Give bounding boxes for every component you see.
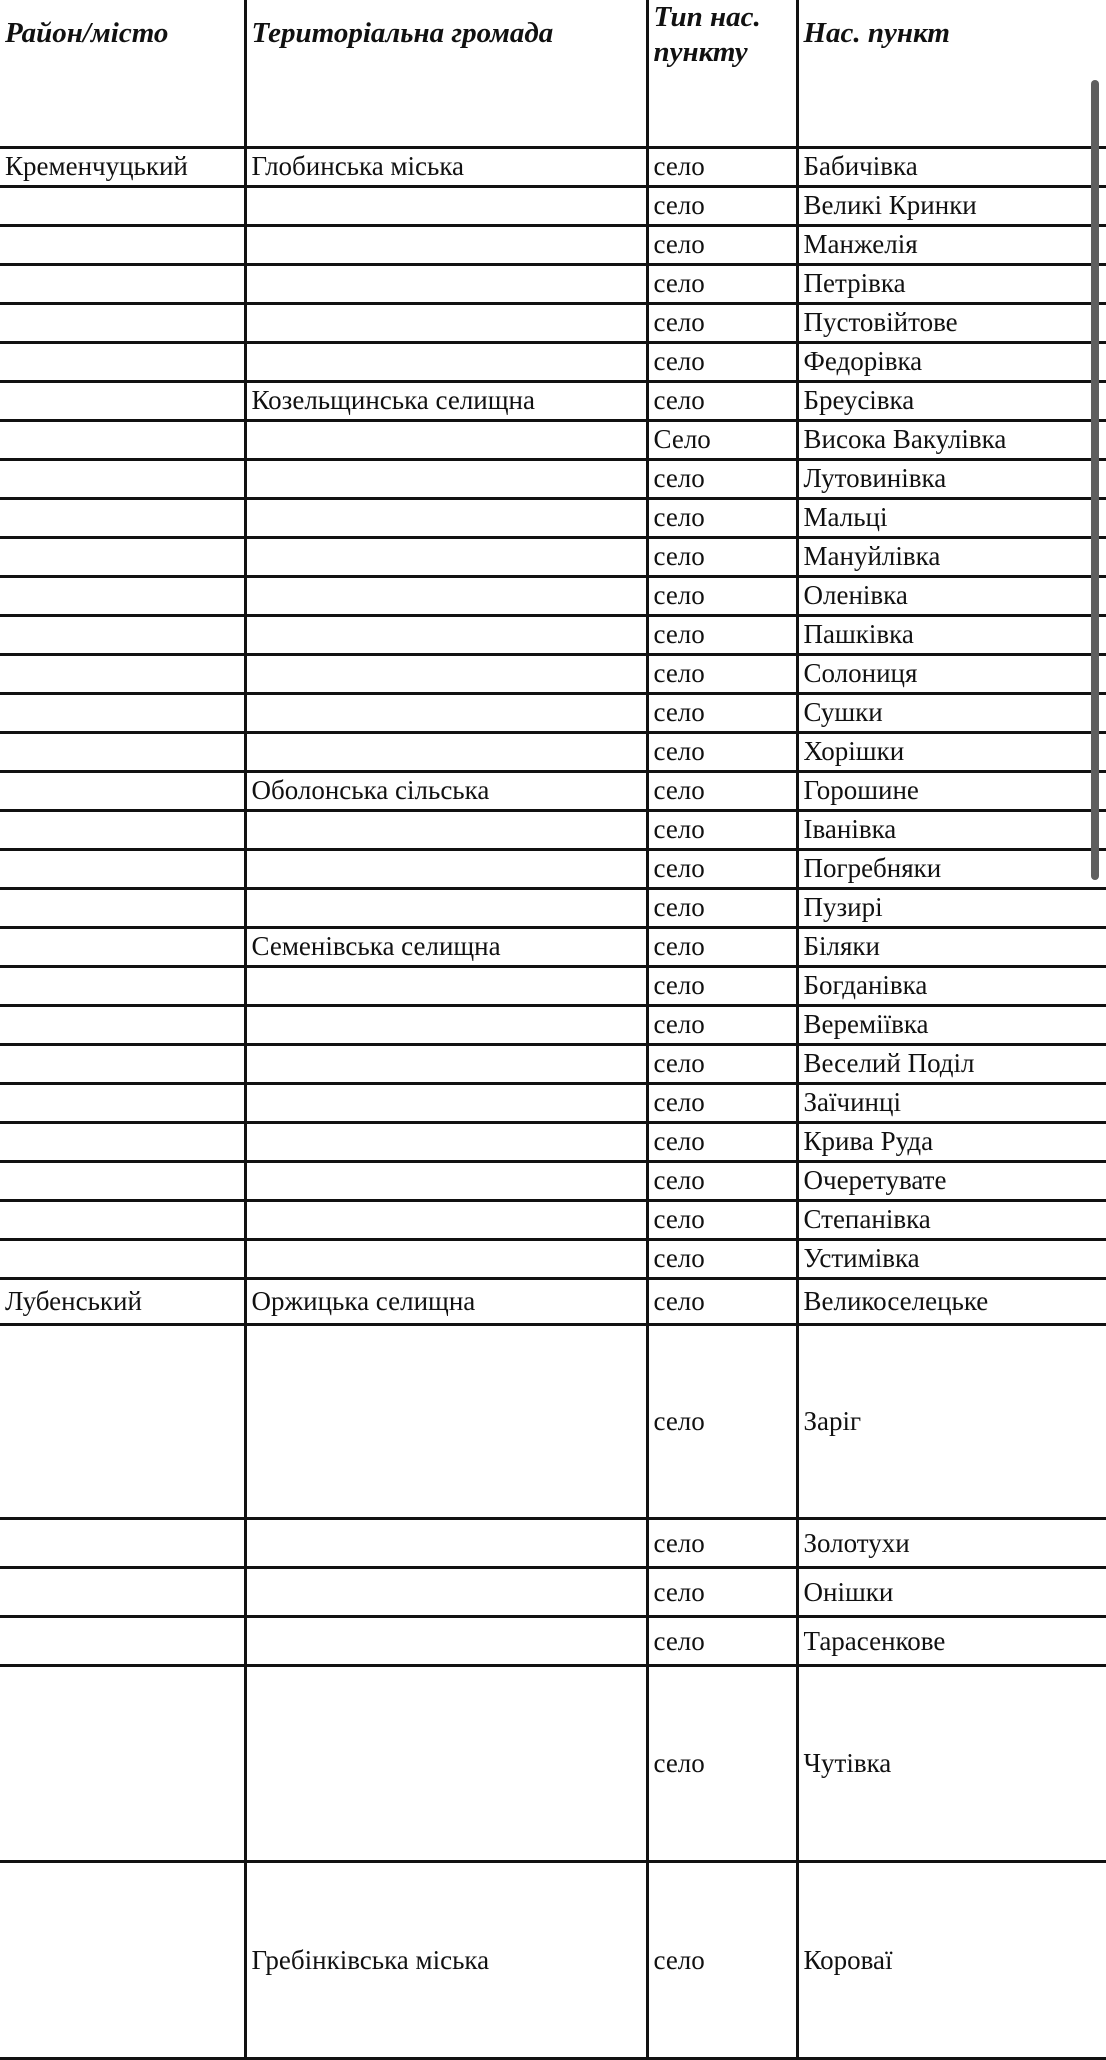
table-row (0, 382, 1106, 421)
cell-settlement-type: село (647, 1006, 797, 1045)
cell-settlement: Бреусівка (797, 382, 1106, 421)
cell-district (0, 577, 245, 616)
cell-settlement: Золотухи (797, 1519, 1106, 1568)
cell-settlement-type: село (647, 1862, 797, 2059)
cell-community (245, 1006, 647, 1045)
cell-settlement-type: село (647, 304, 797, 343)
cell-settlement-type: село (647, 655, 797, 694)
cell-district (0, 1568, 245, 1617)
cell-settlement: Сушки (797, 694, 1106, 733)
cell-settlement-type: село (647, 811, 797, 850)
table-row (0, 655, 1106, 694)
cell-community (245, 304, 647, 343)
cell-community (245, 1617, 647, 1666)
cell-community (245, 967, 647, 1006)
cell-settlement: Пашківка (797, 616, 1106, 655)
cell-community (245, 733, 647, 772)
cell-settlement: Онішки (797, 1568, 1106, 1617)
cell-community (245, 1519, 647, 1568)
cell-community (245, 265, 647, 304)
cell-district (0, 1325, 245, 1519)
cell-district (0, 538, 245, 577)
cell-settlement-type: село (647, 1240, 797, 1279)
cell-community (245, 1325, 647, 1519)
table-row (0, 187, 1106, 226)
vertical-scrollbar[interactable] (1091, 80, 1099, 880)
cell-community (245, 655, 647, 694)
cell-district (0, 655, 245, 694)
cell-settlement: Крива Руда (797, 1123, 1106, 1162)
table-row (0, 694, 1106, 733)
cell-district (0, 772, 245, 811)
table-row (0, 1568, 1106, 1617)
cell-settlement: Мальці (797, 499, 1106, 538)
cell-community: Глобинська міська (245, 148, 647, 187)
cell-settlement: Хорішки (797, 733, 1106, 772)
table-row (0, 421, 1106, 460)
table-row (0, 1123, 1106, 1162)
table-row (0, 265, 1106, 304)
cell-district (0, 187, 245, 226)
table-row (0, 1862, 1106, 2059)
cell-community (245, 889, 647, 928)
cell-district (0, 421, 245, 460)
cell-community (245, 1162, 647, 1201)
table-row (0, 1084, 1106, 1123)
cell-community (245, 460, 647, 499)
cell-district (0, 616, 245, 655)
table-row (0, 1279, 1106, 1325)
cell-district (0, 1862, 245, 2059)
cell-district (0, 1519, 245, 1568)
cell-district (0, 733, 245, 772)
cell-settlement: Заріг (797, 1325, 1106, 1519)
cell-settlement: Очеретувате (797, 1162, 1106, 1201)
cell-community: Козельщинська селищна (245, 382, 647, 421)
header-settlement: Нас. пункт (797, 0, 1106, 148)
cell-settlement-type: село (647, 694, 797, 733)
table-row (0, 1006, 1106, 1045)
table-body (0, 148, 1106, 2059)
cell-settlement: Вереміївка (797, 1006, 1106, 1045)
cell-settlement: Великоселецьке (797, 1279, 1106, 1325)
cell-district (0, 967, 245, 1006)
cell-district (0, 1006, 245, 1045)
cell-district (0, 1123, 245, 1162)
cell-district (0, 499, 245, 538)
cell-settlement: Оленівка (797, 577, 1106, 616)
cell-settlement: Степанівка (797, 1201, 1106, 1240)
cell-community: Гребінківська міська (245, 1862, 647, 2059)
cell-settlement-type: село (647, 1162, 797, 1201)
cell-community (245, 343, 647, 382)
cell-district (0, 850, 245, 889)
cell-community (245, 187, 647, 226)
cell-district (0, 304, 245, 343)
table-row (0, 811, 1106, 850)
cell-district (0, 811, 245, 850)
table-row (0, 1325, 1106, 1519)
cell-settlement: Іванівка (797, 811, 1106, 850)
cell-community: Семенівська селищна (245, 928, 647, 967)
cell-settlement-type: село (647, 1045, 797, 1084)
cell-settlement-type: село (647, 577, 797, 616)
table-row (0, 1617, 1106, 1666)
table-row (0, 1519, 1106, 1568)
cell-district (0, 1045, 245, 1084)
cell-settlement-type: село (647, 1519, 797, 1568)
cell-community: Оржицька селищна (245, 1279, 647, 1325)
cell-settlement: Богданівка (797, 967, 1106, 1006)
header-settlement-type: Тип нас. пункту (647, 0, 797, 148)
table-row (0, 772, 1106, 811)
cell-settlement: Пузирі (797, 889, 1106, 928)
cell-district (0, 889, 245, 928)
table-row (0, 733, 1106, 772)
table-row (0, 1666, 1106, 1862)
table-row (0, 304, 1106, 343)
table-row (0, 499, 1106, 538)
cell-district (0, 265, 245, 304)
cell-community (245, 694, 647, 733)
cell-district (0, 1617, 245, 1666)
table-row (0, 1240, 1106, 1279)
cell-settlement-type: село (647, 772, 797, 811)
cell-settlement-type: село (647, 226, 797, 265)
cell-district: Кременчуцький (0, 148, 245, 187)
table-header-row (0, 0, 1106, 148)
cell-community (245, 1666, 647, 1862)
cell-settlement-type: село (647, 1568, 797, 1617)
cell-settlement-type: село (647, 148, 797, 187)
table-row (0, 343, 1106, 382)
cell-community (245, 421, 647, 460)
table-row (0, 967, 1106, 1006)
table-row (0, 226, 1106, 265)
cell-community (245, 1568, 647, 1617)
cell-settlement-type: село (647, 616, 797, 655)
cell-settlement-type: село (647, 538, 797, 577)
cell-settlement: Петрівка (797, 265, 1106, 304)
cell-settlement: Бабичівка (797, 148, 1106, 187)
cell-settlement-type: Село (647, 421, 797, 460)
cell-settlement-type: село (647, 1279, 797, 1325)
cell-district (0, 460, 245, 499)
cell-settlement-type: село (647, 499, 797, 538)
cell-settlement-type: село (647, 1201, 797, 1240)
cell-settlement: Висока Вакулівка (797, 421, 1106, 460)
cell-settlement: Пустовійтове (797, 304, 1106, 343)
cell-settlement: Мануйлівка (797, 538, 1106, 577)
cell-settlement-type: село (647, 733, 797, 772)
table-row (0, 148, 1106, 187)
cell-settlement-type: село (647, 187, 797, 226)
cell-community (245, 1201, 647, 1240)
cell-district (0, 928, 245, 967)
cell-settlement-type: село (647, 889, 797, 928)
table-row (0, 1162, 1106, 1201)
cell-settlement-type: село (647, 460, 797, 499)
cell-community (245, 538, 647, 577)
cell-district (0, 694, 245, 733)
cell-district: Лубенський (0, 1279, 245, 1325)
cell-settlement: Біляки (797, 928, 1106, 967)
cell-community (245, 616, 647, 655)
cell-settlement-type: село (647, 1666, 797, 1862)
cell-settlement: Веселий Поділ (797, 1045, 1106, 1084)
table-row (0, 928, 1106, 967)
cell-settlement-type: село (647, 967, 797, 1006)
cell-settlement-type: село (647, 382, 797, 421)
cell-settlement: Манжелія (797, 226, 1106, 265)
cell-community (245, 1240, 647, 1279)
table-row (0, 889, 1106, 928)
cell-settlement: Чутівка (797, 1666, 1106, 1862)
table-row (0, 1045, 1106, 1084)
cell-district (0, 1162, 245, 1201)
cell-settlement: Лутовинівка (797, 460, 1106, 499)
cell-settlement-type: село (647, 1325, 797, 1519)
cell-community (245, 1123, 647, 1162)
cell-settlement-type: село (647, 1617, 797, 1666)
cell-settlement: Великі Кринки (797, 187, 1106, 226)
cell-district (0, 1666, 245, 1862)
cell-district (0, 226, 245, 265)
table-row (0, 850, 1106, 889)
table-row (0, 577, 1106, 616)
cell-district (0, 1240, 245, 1279)
cell-community (245, 226, 647, 265)
cell-community: Оболонська сільська (245, 772, 647, 811)
cell-community (245, 1084, 647, 1123)
header-community: Територіальна громада (245, 0, 647, 148)
table-row (0, 616, 1106, 655)
cell-settlement: Заїчинці (797, 1084, 1106, 1123)
table-row (0, 538, 1106, 577)
cell-community (245, 850, 647, 889)
cell-settlement: Тарасенкове (797, 1617, 1106, 1666)
cell-settlement: Устимівка (797, 1240, 1106, 1279)
cell-settlement-type: село (647, 928, 797, 967)
cell-community (245, 499, 647, 538)
cell-settlement: Горошине (797, 772, 1106, 811)
cell-community (245, 1045, 647, 1084)
cell-settlement-type: село (647, 343, 797, 382)
cell-settlement-type: село (647, 265, 797, 304)
table-row (0, 460, 1106, 499)
cell-settlement: Солониця (797, 655, 1106, 694)
header-district: Район/місто (0, 0, 245, 148)
cell-settlement: Погребняки (797, 850, 1106, 889)
cell-settlement: Федорівка (797, 343, 1106, 382)
cell-settlement: Короваї (797, 1862, 1106, 2059)
table-row (0, 1201, 1106, 1240)
cell-district (0, 1201, 245, 1240)
cell-settlement-type: село (647, 850, 797, 889)
cell-community (245, 811, 647, 850)
cell-district (0, 382, 245, 421)
cell-district (0, 1084, 245, 1123)
cell-settlement-type: село (647, 1084, 797, 1123)
cell-community (245, 577, 647, 616)
cell-district (0, 343, 245, 382)
cell-settlement-type: село (647, 1123, 797, 1162)
